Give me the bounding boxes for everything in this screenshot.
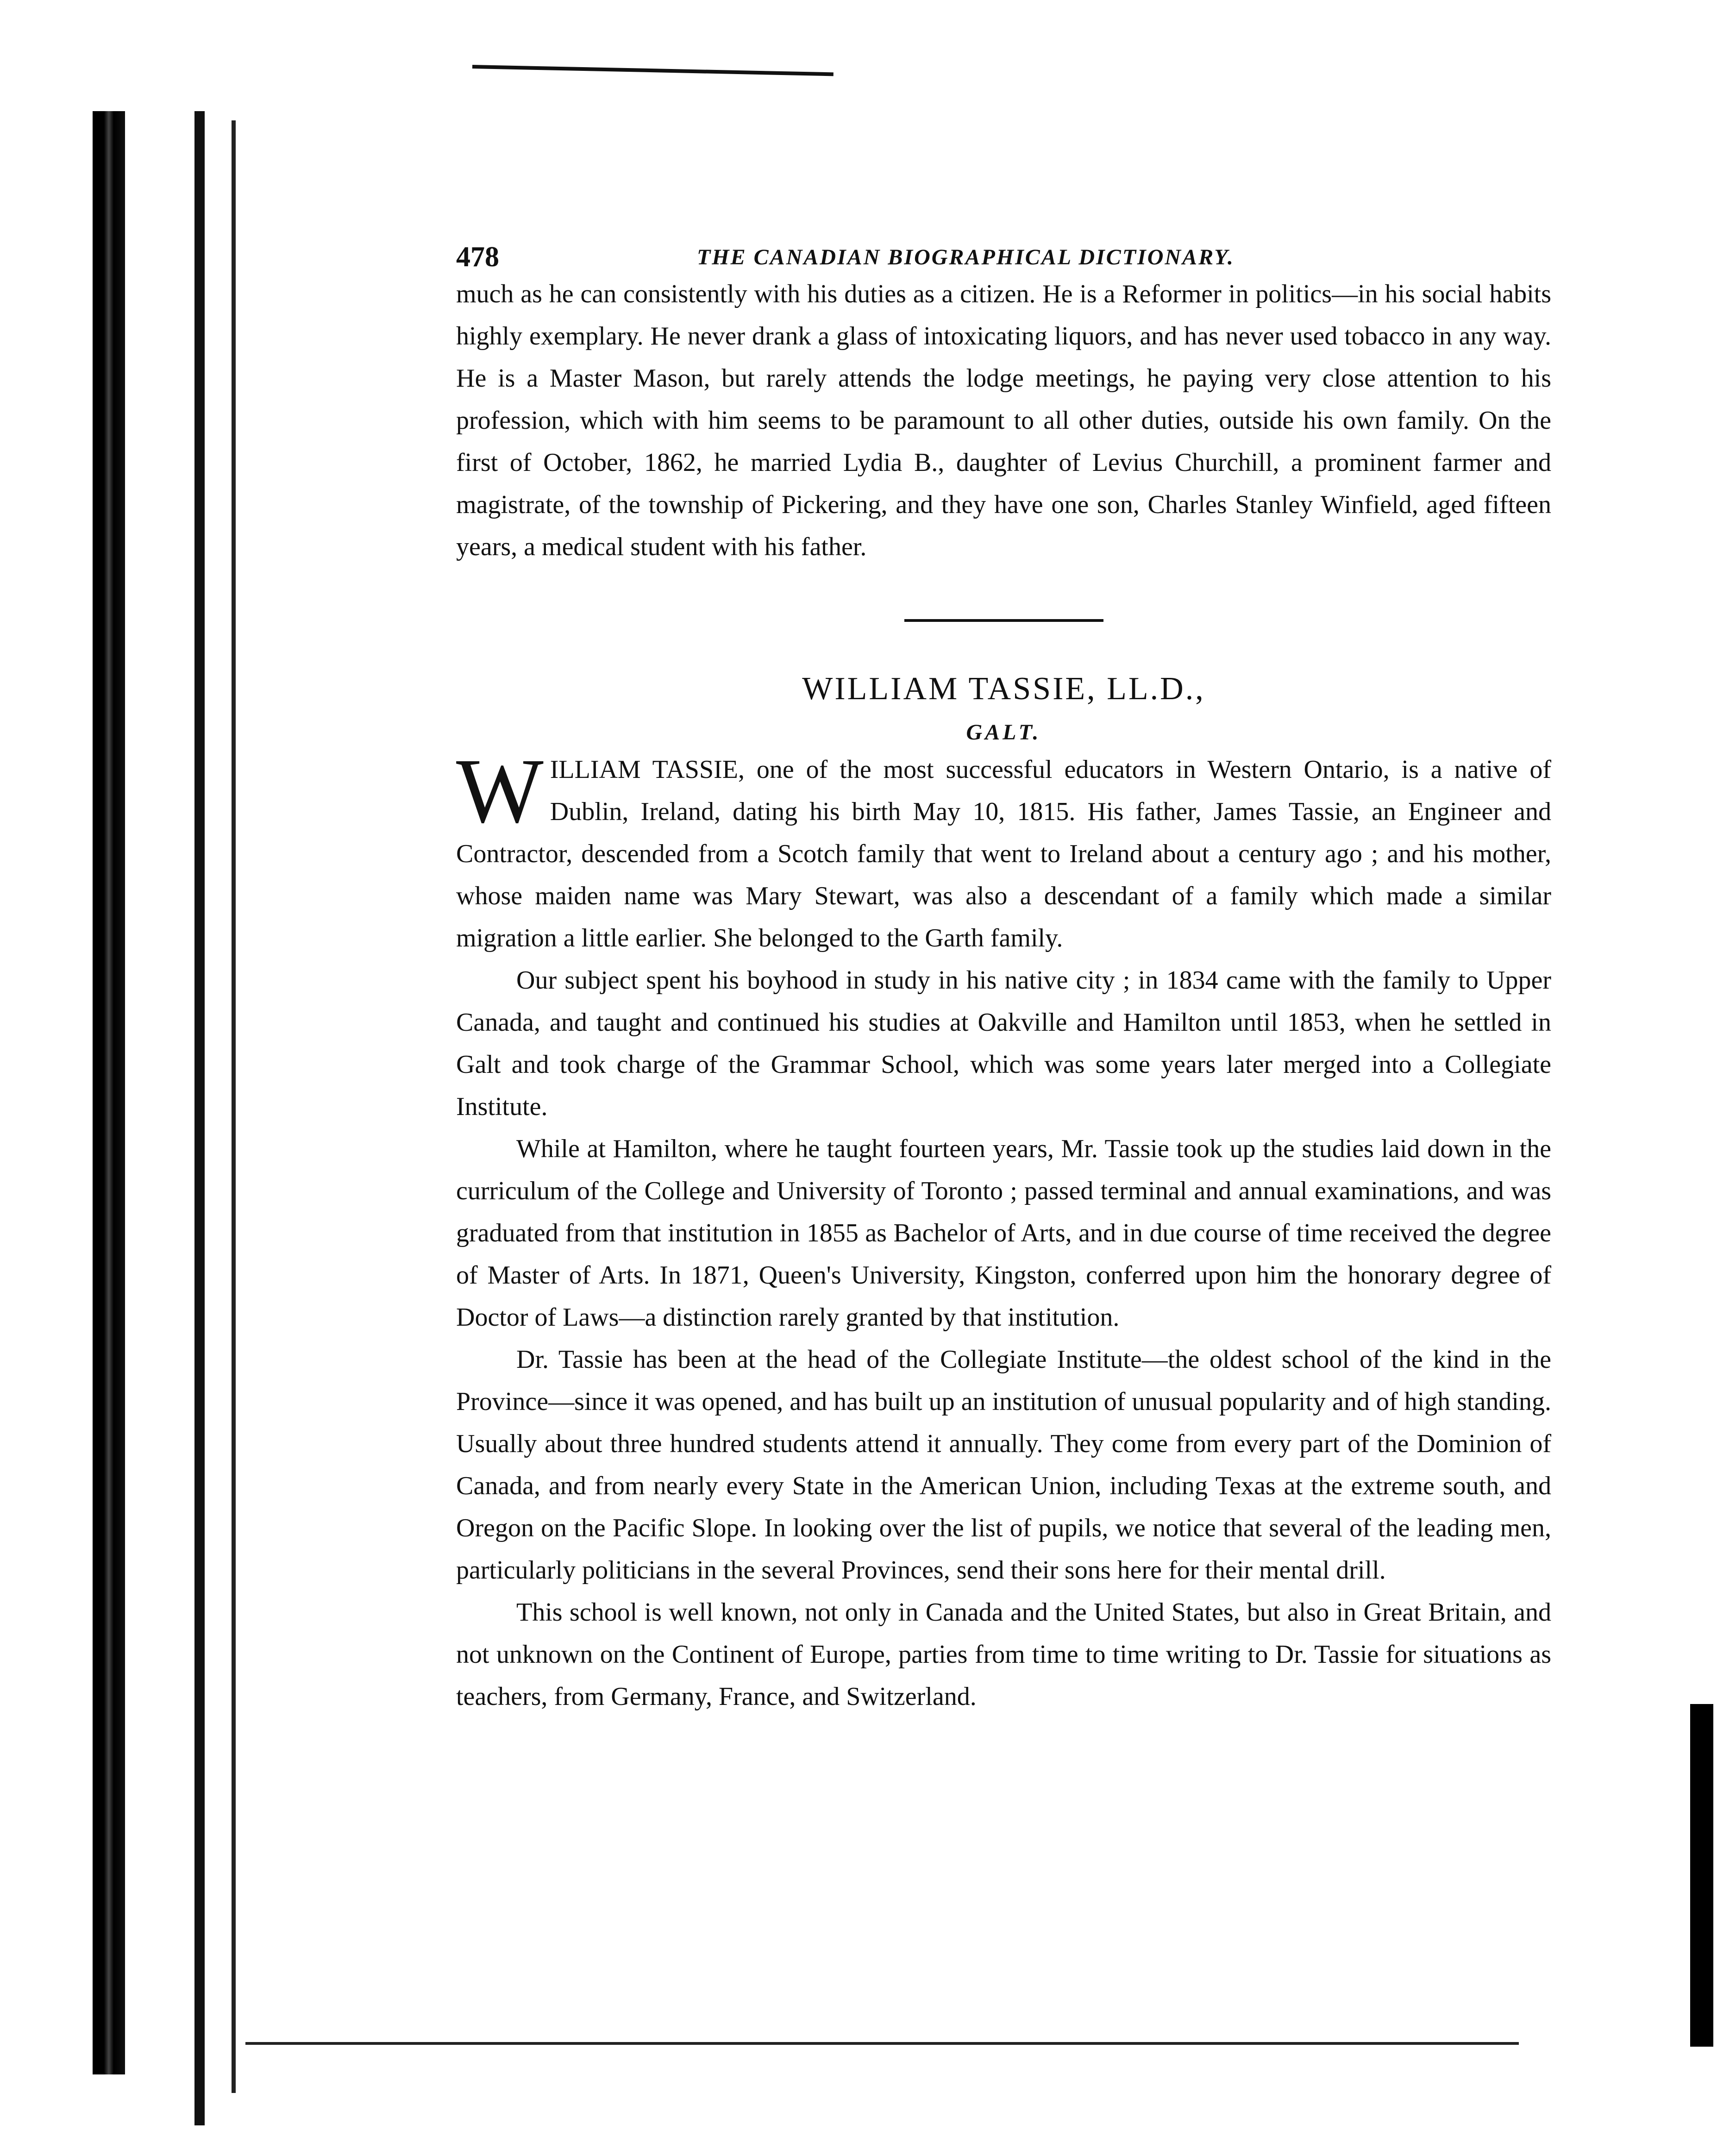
scan-page-edge-inner — [232, 120, 236, 2093]
scan-right-edge-artifact — [1690, 1704, 1713, 2047]
scan-bottom-edge — [245, 2042, 1519, 2045]
page-number: 478 — [456, 241, 499, 273]
entry-place: GALT. — [966, 720, 1041, 745]
scan-binding-shadow — [93, 111, 125, 2074]
section-divider — [904, 619, 1103, 622]
scan-top-mark — [472, 65, 834, 76]
running-header — [456, 232, 1551, 273]
drop-cap: W — [456, 740, 544, 842]
entry-paragraph-3: While at Hamilton, where he taught fourteen years, Mr. Tassie took up the studies laid down in the curriculum of the College and University of Toronto ; passed terminal and annual examinations, and was graduated from that institution in 1855 as Bachelor of Arts, and in due course of time received the degree of Master of Arts. In 1871, Queen's University, Kingston, conferred upon him the honorary degree of Doctor of Laws—a distinction rarely granted by that institution. — [456, 1134, 1551, 1332]
running-title: THE CANADIAN BIOGRAPHICAL DICTIONARY. — [697, 245, 1235, 269]
entry-paragraph-1-text: ILLIAM TASSIE, one of the most successful educators in Western Ontario, is a native of Dublin, Ireland, dating his birth May 10, 1815. His father, James Tassie, an Engineer and Contractor, descended from a Scotch family that went to Ireland about a century ago ; and his mother, whose maiden name was Mary Stewart, was also a descendant of a family which made a similar migration a little earlier. She belonged to the Garth family. — [456, 755, 1551, 952]
entry-paragraph-4: Dr. Tassie has been at the head of the Collegiate Institute—the oldest school of the kind in the Province—since it was opened, and has built up an institution of unusual popularity and of high standing. Usually about three hundred students attend it annually. They come from every part of the Dominion of Canada, and from nearly every State in the American Union, including Texas at the extreme south, and Oregon on the Pacific Slope. In looking over the list of pupils, we notice that several of the leading men, particularly politicians in the several Provinces, send their sons here for their mental drill. — [456, 1345, 1551, 1585]
entry-paragraph-2: Our subject spent his boyhood in study in his native city ; in 1834 came with the family to Upper Canada, and taught and continued his studies at Oakville and Hamilton until 1853, when he settled in Galt and took charge of the Grammar School, which was some years later merged into a Collegiate Institute. — [456, 966, 1551, 1121]
book-page — [456, 232, 1551, 1718]
scan-page-edge — [194, 111, 205, 2125]
entry-title: WILLIAM TASSIE, LL.D., — [802, 671, 1205, 707]
continuation-paragraph: much as he can consistently with his duties as a citizen. He is a Reformer in politics—in his social habits highly exemplary. He never drank a glass of intoxicating liquors, and has never used tobacco in any way. He is a Master Mason, but rarely attends the lodge meetings, he paying very close attention to his profession, which with him seems to be paramount to all other duties, outside his own family. On the first of October, 1862, he married Lydia B., daughter of Levius Churchill, a prominent farmer and magistrate, of the township of Pickering, and they have one son, Charles Stanley Winfield, aged fifteen years, a medical student with his father. — [456, 280, 1551, 561]
entry-paragraph-5: This school is well known, not only in Canada and the United States, but also in Great Britain, and not unknown on the Continent of Europe, parties from time to time writing to Dr. Tassie for situations as teachers, from Germany, France, and Switzerland. — [456, 1598, 1551, 1711]
entry-paragraph-1 — [456, 740, 1551, 959]
